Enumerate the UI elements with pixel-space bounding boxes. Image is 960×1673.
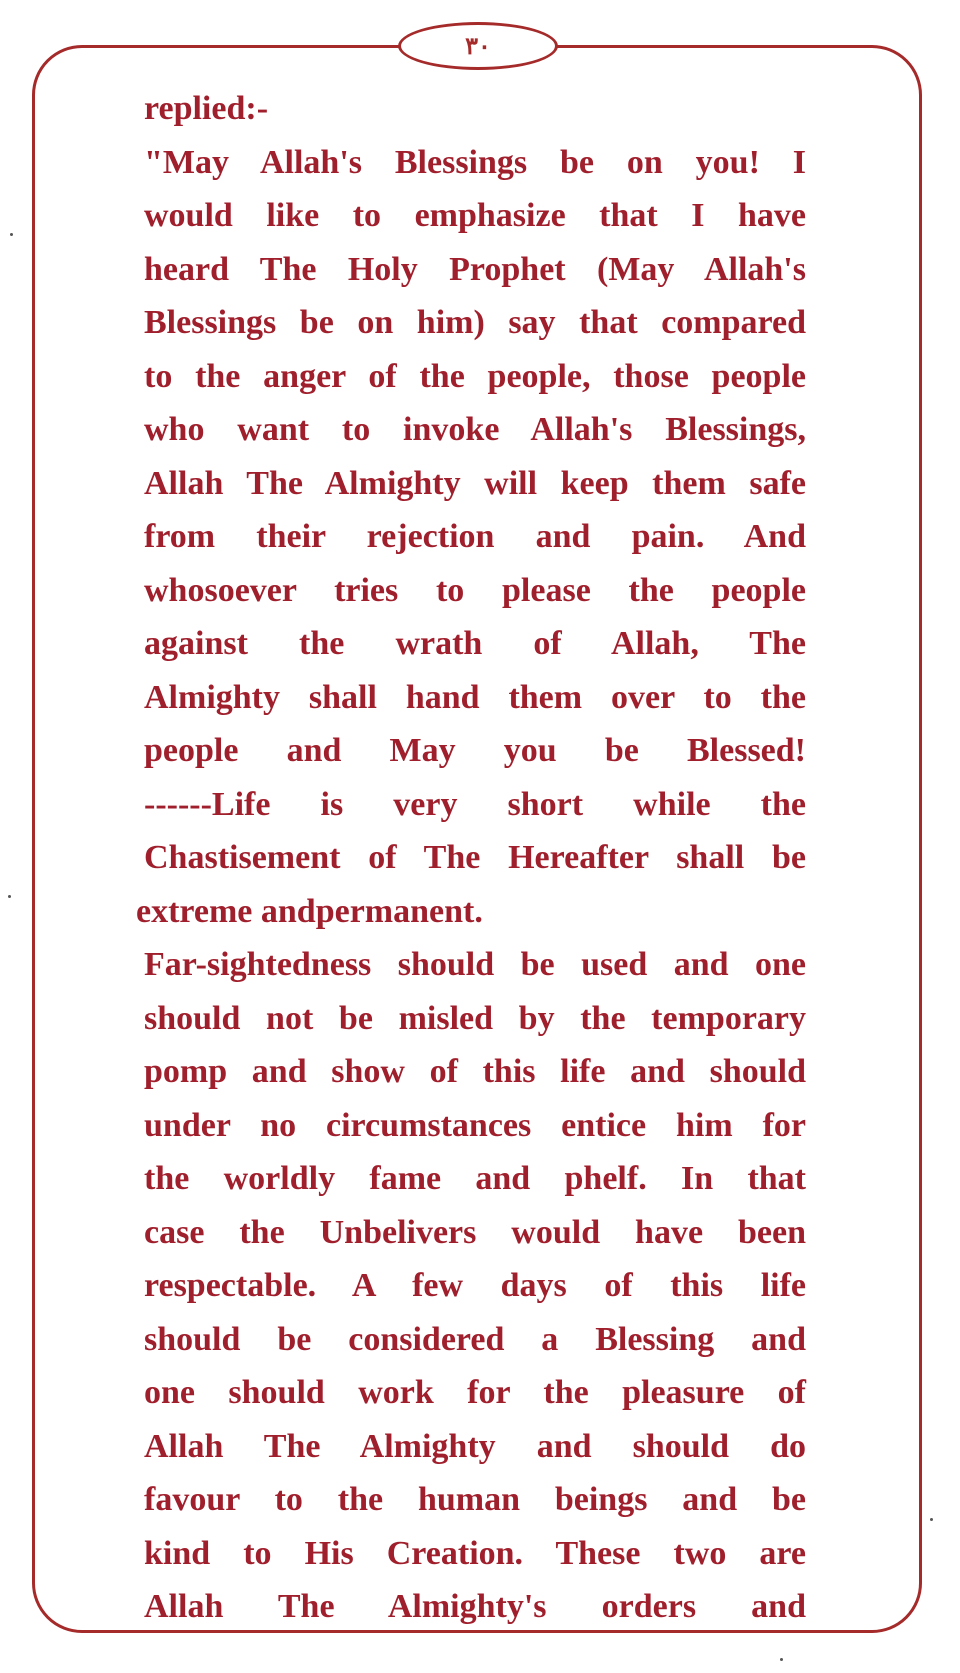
scan-speck bbox=[8, 895, 11, 898]
text-line: Almighty shall hand them over to the bbox=[144, 678, 806, 716]
text-line: extreme andpermanent. bbox=[136, 892, 483, 930]
text-line: heard The Holy Prophet (May Allah's bbox=[144, 250, 806, 288]
text-line: pomp and show of this life and should bbox=[144, 1053, 806, 1090]
scan-speck bbox=[780, 1658, 783, 1661]
text-line: Chastisement of The Hereafter shall be bbox=[144, 839, 806, 876]
text-line: should be considered a Blessing and bbox=[144, 1320, 806, 1358]
text-line: respectable. A few days of this life bbox=[144, 1267, 806, 1304]
text-line: who want to invoke Allah's Blessings, bbox=[144, 411, 806, 448]
text-line: kind to His Creation. These two are bbox=[144, 1534, 806, 1572]
text-line: favour to the human beings and be bbox=[144, 1481, 806, 1518]
text-line: the worldly fame and phelf. In that bbox=[144, 1160, 806, 1197]
text-line: under no circumstances entice him for bbox=[144, 1106, 806, 1144]
text-line: to the anger of the people, those people bbox=[144, 357, 806, 395]
text-line: Far-sightedness should be used and one bbox=[144, 946, 806, 983]
scan-speck bbox=[10, 233, 13, 236]
text-line: against the wrath of Allah, The bbox=[144, 625, 806, 662]
page-number: ٣٠ bbox=[465, 33, 491, 60]
scan-speck bbox=[930, 1518, 933, 1521]
text-line: people and May you be Blessed! bbox=[144, 732, 806, 769]
text-line: whosoever tries to please the people bbox=[144, 571, 806, 609]
text-line: would like to emphasize that I have bbox=[144, 197, 806, 234]
text-line: Allah The Almighty and should do bbox=[144, 1427, 806, 1465]
page-number-badge bbox=[398, 22, 558, 70]
text-line: replied:- bbox=[144, 90, 269, 127]
text-line: Allah The Almighty's orders and bbox=[144, 1588, 806, 1625]
text-line: Blessings be on him) say that compared bbox=[144, 304, 806, 341]
text-line: ------Life is very short while the bbox=[144, 785, 806, 823]
body-text bbox=[136, 82, 806, 1634]
text-line: "May Allah's Blessings be on you! I bbox=[144, 143, 806, 181]
text-line: from their rejection and pain. And bbox=[144, 518, 806, 555]
text-line: one should work for the pleasure of bbox=[144, 1374, 806, 1411]
text-line: case the Unbelivers would have been bbox=[144, 1213, 806, 1251]
text-line: should not be misled by the temporary bbox=[144, 999, 806, 1037]
text-line: Allah The Almighty will keep them safe bbox=[144, 464, 806, 502]
